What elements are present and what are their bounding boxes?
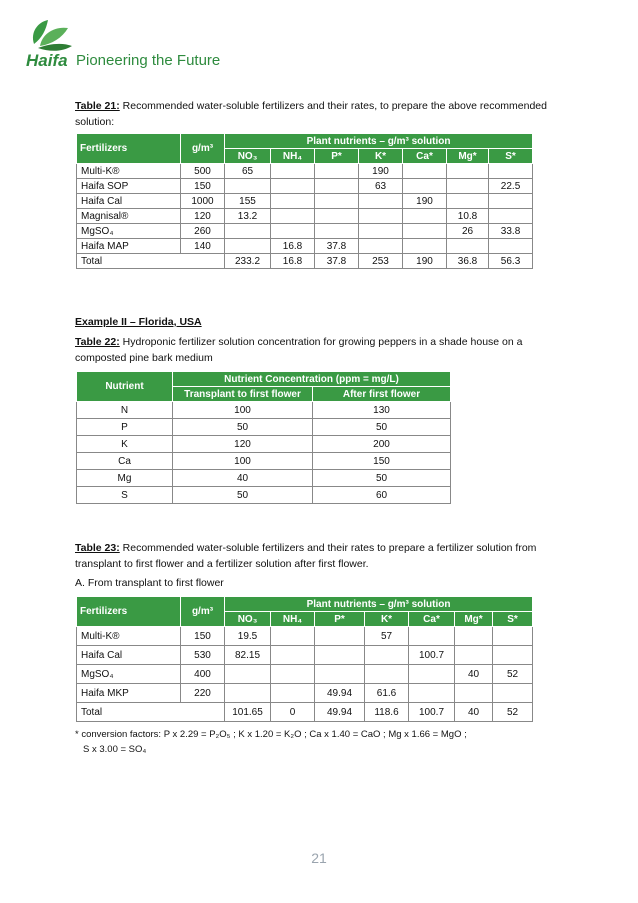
table-cell (271, 646, 315, 665)
table-row (77, 372, 451, 387)
table-cell: 50 (173, 487, 313, 504)
table-cell (365, 665, 409, 684)
tagline: Pioneering the Future (76, 52, 221, 69)
table-cell: MgSO₄ (77, 665, 181, 684)
page-number: 21 (311, 850, 327, 866)
table-row (77, 179, 533, 194)
table-cell: 101.65 (225, 703, 271, 722)
table-cell: 190 (403, 254, 447, 269)
col-after-flower: After first flower (313, 387, 451, 402)
table-cell (447, 194, 489, 209)
table-cell (455, 646, 493, 665)
table-cell: 19.5 (225, 627, 271, 646)
table-cell: Haifa SOP (77, 179, 181, 194)
table-cell: 56.3 (489, 254, 533, 269)
table-cell: 33.8 (489, 224, 533, 239)
table-row (77, 402, 451, 419)
table-cell (359, 239, 403, 254)
table-cell (315, 665, 365, 684)
table-cell (409, 665, 455, 684)
table-cell: 50 (313, 470, 451, 487)
table-cell: Haifa Cal (77, 646, 181, 665)
table-cell: 118.6 (365, 703, 409, 722)
col-nutrient: S* (493, 612, 533, 627)
table-cell: 52 (493, 703, 533, 722)
table-cell: 16.8 (271, 239, 315, 254)
table-cell: Multi-K® (77, 164, 181, 179)
table-cell: 190 (359, 164, 403, 179)
footnote-line: * conversion factors: P x 2.29 = P₂O₅ ; K x 1.20 = K₂O ; Ca x 1.40 = CaO ; Mg x 1.66 = MgO ; (75, 729, 467, 740)
table-cell: 63 (359, 179, 403, 194)
table-row (77, 194, 533, 209)
table-row (77, 134, 533, 149)
table-row (77, 239, 533, 254)
table-cell (225, 179, 271, 194)
table-row (77, 470, 451, 487)
table-cell: 1000 (181, 194, 225, 209)
table-cell: 260 (181, 224, 225, 239)
col-nutrient: Mg* (447, 149, 489, 164)
table-cell (489, 209, 533, 224)
group-plant-nutrients: Plant nutrients – g/m³ solution (225, 134, 533, 149)
table-cell: Total (77, 703, 225, 722)
table-cell: Ca (77, 453, 173, 470)
haifa-logo (24, 14, 84, 72)
col-nutrient: P* (315, 149, 359, 164)
col-nutrient: K* (359, 149, 403, 164)
table-cell: 150 (181, 179, 225, 194)
table-cell: 13.2 (225, 209, 271, 224)
table-cell (271, 179, 315, 194)
table-row (77, 665, 533, 684)
table-cell (315, 209, 359, 224)
table-cell (225, 665, 271, 684)
table-cell: 130 (313, 402, 451, 419)
table-cell (271, 194, 315, 209)
table-cell: 140 (181, 239, 225, 254)
table-row (77, 453, 451, 470)
table-cell (271, 684, 315, 703)
table-cell (365, 646, 409, 665)
table-cell: 120 (173, 436, 313, 453)
table-cell (455, 627, 493, 646)
table-cell: 150 (313, 453, 451, 470)
table-cell (447, 179, 489, 194)
table-cell (489, 164, 533, 179)
table-cell: Haifa Cal (77, 194, 181, 209)
example-heading: Example II – Florida, USA (75, 316, 202, 328)
col-nutrient: NO₃ (225, 612, 271, 627)
table-cell: MgSO₄ (77, 224, 181, 239)
col-gm3: g/m³ (181, 134, 225, 164)
table-row (77, 646, 533, 665)
table-cell: P (77, 419, 173, 436)
table-cell: 40 (173, 470, 313, 487)
table-cell (493, 646, 533, 665)
col-fertilizers: Fertilizers (77, 597, 181, 627)
table-cell: Total (77, 254, 225, 269)
table-cell: S (77, 487, 173, 504)
table-cell (409, 684, 455, 703)
table-cell: 57 (365, 627, 409, 646)
table-row (77, 487, 451, 504)
table-cell (493, 627, 533, 646)
col-nutrient: NH₄ (271, 612, 315, 627)
col-gm3: g/m³ (181, 597, 225, 627)
table-cell: 190 (403, 194, 447, 209)
table-cell: 50 (173, 419, 313, 436)
table-cell (315, 164, 359, 179)
table-cell (447, 164, 489, 179)
table-row (77, 224, 533, 239)
table-cell: Multi-K® (77, 627, 181, 646)
table-cell (359, 194, 403, 209)
col-fertilizers: Fertilizers (77, 134, 181, 164)
table-cell: 60 (313, 487, 451, 504)
table21 (76, 133, 533, 269)
table-row (77, 597, 533, 612)
table-cell: 49.94 (315, 703, 365, 722)
total-row (77, 703, 533, 722)
table-cell (315, 179, 359, 194)
table-cell (403, 164, 447, 179)
group-plant-nutrients: Plant nutrients – g/m³ solution (225, 597, 533, 612)
table-cell: Haifa MKP (77, 684, 181, 703)
table-cell: 100.7 (409, 646, 455, 665)
table-cell (359, 209, 403, 224)
table-cell: N (77, 402, 173, 419)
table-cell: 0 (271, 703, 315, 722)
table-cell: 40 (455, 703, 493, 722)
col-nutrient: K* (365, 612, 409, 627)
table-cell (225, 684, 271, 703)
col-nutrient: NH₄ (271, 149, 315, 164)
table-cell: Haifa MAP (77, 239, 181, 254)
table-cell: 150 (181, 627, 225, 646)
table-cell: 16.8 (271, 254, 315, 269)
table22 (76, 371, 451, 504)
table-cell: 120 (181, 209, 225, 224)
col-nutrient: NO₃ (225, 149, 271, 164)
table-cell: 220 (181, 684, 225, 703)
table-cell: 100.7 (409, 703, 455, 722)
table-row (77, 627, 533, 646)
table-row (77, 436, 451, 453)
table-cell: 100 (173, 453, 313, 470)
table-cell: 22.5 (489, 179, 533, 194)
footnote-line: S x 3.00 = SO₄ (83, 744, 147, 755)
table-cell (447, 239, 489, 254)
table-cell: 40 (455, 665, 493, 684)
table-cell (403, 179, 447, 194)
table-cell: 500 (181, 164, 225, 179)
col-nutrient: Mg* (455, 612, 493, 627)
col-transplant: Transplant to first flower (173, 387, 313, 402)
table-cell: 36.8 (447, 254, 489, 269)
table-cell (271, 627, 315, 646)
table-cell (493, 684, 533, 703)
table23-caption: Table 23: Recommended water-soluble fertilizers and their rates to prepare a fertilizer solution from transplant to first flower and a fertilizer solution after first flower. (75, 542, 537, 570)
table-cell (489, 194, 533, 209)
table-cell: 52 (493, 665, 533, 684)
table-row (77, 164, 533, 179)
table-cell: 49.94 (315, 684, 365, 703)
table-cell: 530 (181, 646, 225, 665)
table-cell (271, 209, 315, 224)
table21-caption: Table 21: Recommended water-soluble fertilizers and their rates, to prepare the above recommended solution: (75, 100, 547, 128)
table-cell: 26 (447, 224, 489, 239)
table-cell (315, 646, 365, 665)
col-nutrient: Ca* (403, 149, 447, 164)
table-cell: Magnisal® (77, 209, 181, 224)
table23 (76, 596, 533, 722)
table-row (77, 209, 533, 224)
col-nutrient: P* (315, 612, 365, 627)
group-concentration: Nutrient Concentration (ppm = mg/L) (173, 372, 451, 387)
table-row (77, 684, 533, 703)
table23-subtitle: A. From transplant to first flower (75, 577, 224, 589)
table-cell (271, 224, 315, 239)
table-cell (455, 684, 493, 703)
table-cell (403, 239, 447, 254)
table-cell: 37.8 (315, 254, 359, 269)
table-cell (225, 239, 271, 254)
svg-text:Haifa: Haifa (26, 51, 68, 70)
table-cell (225, 224, 271, 239)
table-cell: 253 (359, 254, 403, 269)
col-nutrient: S* (489, 149, 533, 164)
table-cell: 10.8 (447, 209, 489, 224)
table-cell: K (77, 436, 173, 453)
table-cell: 400 (181, 665, 225, 684)
table-cell: 37.8 (315, 239, 359, 254)
table-cell (409, 627, 455, 646)
table22-caption: Table 22: Hydroponic fertilizer solution concentration for growing peppers in a shade house on a composted pine bark medium (75, 336, 523, 364)
table-cell: 200 (313, 436, 451, 453)
table-cell: 155 (225, 194, 271, 209)
table-cell: 100 (173, 402, 313, 419)
table-cell (315, 194, 359, 209)
table-cell: 233.2 (225, 254, 271, 269)
table-cell: 50 (313, 419, 451, 436)
table-cell (489, 239, 533, 254)
col-nutrient: Ca* (409, 612, 455, 627)
table-cell: 61.6 (365, 684, 409, 703)
table-cell (403, 224, 447, 239)
table-cell: 82.15 (225, 646, 271, 665)
table-cell (315, 627, 365, 646)
table-cell (359, 224, 403, 239)
table-cell (403, 209, 447, 224)
table-cell: Mg (77, 470, 173, 487)
table-cell (271, 665, 315, 684)
table-cell: 65 (225, 164, 271, 179)
table-cell (271, 164, 315, 179)
table-cell (315, 224, 359, 239)
col-nutrient: Nutrient (77, 372, 173, 402)
total-row (77, 254, 533, 269)
table-row (77, 419, 451, 436)
footnote (75, 727, 467, 757)
